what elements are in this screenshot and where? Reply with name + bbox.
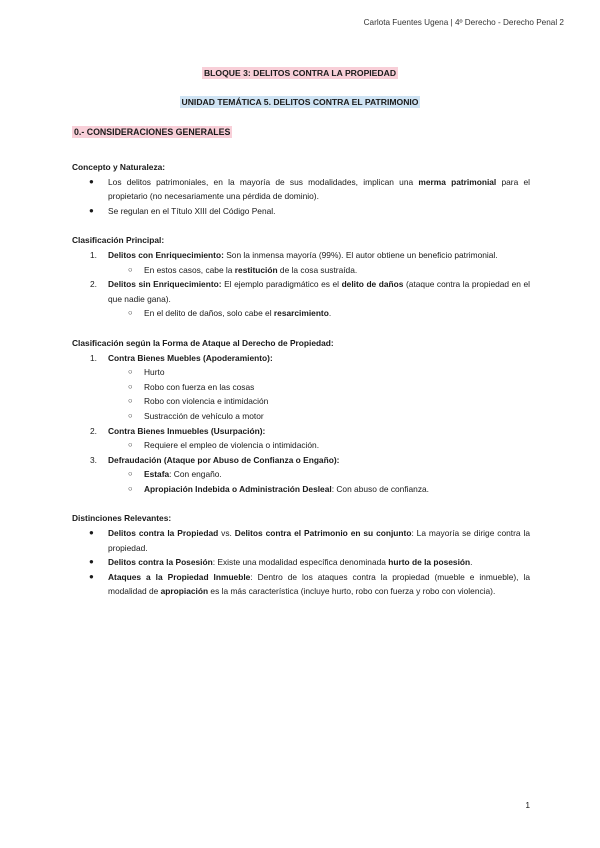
list-item: ○ Estafa: Con engaño. bbox=[72, 467, 530, 482]
circle-bullet-icon: ○ bbox=[128, 381, 133, 391]
list-item: 2. Delitos sin Enriquecimiento: El ejemplo paradigmático es el delito de daños (ataque contra la propiedad en el que nadie gana). bbox=[90, 279, 530, 304]
document-body bbox=[72, 160, 530, 599]
circle-bullet-icon: ○ bbox=[128, 396, 133, 406]
bullet-icon: ● bbox=[89, 205, 94, 215]
list-item: ○ Hurto bbox=[72, 365, 530, 380]
list-item: ○ Robo con violencia e intimidación bbox=[72, 394, 530, 409]
list-item: ● Delitos contra la Propiedad vs. Delitos contra el Patrimonio en su conjunto: La mayoría se dirige contra la propiedad. bbox=[89, 528, 530, 553]
list-item: ○ Sustracción de vehículo a motor bbox=[72, 409, 530, 424]
list-item: 3. Defraudación (Ataque por Abuso de Confianza o Engaño): bbox=[90, 454, 340, 465]
unit-title-text: UNIDAD TEMÁTICA 5. DELITOS CONTRA EL PATRIMONIO bbox=[181, 97, 419, 107]
circle-bullet-icon: ○ bbox=[128, 469, 133, 479]
circle-bullet-icon: ○ bbox=[128, 483, 133, 493]
circle-bullet-icon: ○ bbox=[128, 367, 133, 377]
bullet-icon: ● bbox=[89, 571, 94, 581]
list-item: 2. Contra Bienes Inmuebles (Usurpación): bbox=[90, 425, 266, 436]
list-item: ○ Apropiación Indebida o Administración Desleal: Con abuso de confianza. bbox=[72, 482, 530, 497]
section-heading-text: 0.- CONSIDERACIONES GENERALES bbox=[74, 127, 231, 137]
list-item: ○ En el delito de daños, solo cabe el resarcimiento. bbox=[72, 306, 530, 321]
bullet-icon: ● bbox=[89, 557, 94, 567]
list-item: 1. Contra Bienes Muebles (Apoderamiento): bbox=[90, 352, 273, 363]
list-item: ● Ataques a la Propiedad Inmueble: Dentro de los ataques contra la propiedad (mueble e inmueble), la modalidad de apropiación es la más característica (incluye hurto, robo con fuerza y robo con violencia). bbox=[89, 571, 530, 597]
concepto-heading: Concepto y Naturaleza: bbox=[72, 162, 166, 172]
unit-title bbox=[0, 97, 600, 107]
forma-heading: Clasificación según la Forma de Ataque al Derecho de Propiedad: bbox=[72, 337, 334, 348]
distinciones-heading: Distinciones Relevantes: bbox=[72, 513, 172, 524]
bullet-icon: ● bbox=[89, 528, 94, 538]
list-item: ○ Robo con fuerza en las cosas bbox=[72, 380, 530, 395]
page-number: 1 bbox=[525, 800, 530, 810]
circle-bullet-icon: ○ bbox=[128, 264, 133, 274]
page-header: Carlota Fuentes Ugena | 4º Derecho - Derecho Penal 2 bbox=[363, 18, 564, 27]
circle-bullet-icon: ○ bbox=[128, 308, 133, 318]
bullet-icon: ● bbox=[89, 176, 94, 186]
section-heading bbox=[72, 127, 232, 137]
clasificacion-heading: Clasificación Principal: bbox=[72, 235, 165, 246]
list-item: ● Delitos contra la Posesión: Existe una modalidad específica denominada hurto de la posesión. bbox=[72, 555, 530, 570]
circle-bullet-icon: ○ bbox=[128, 410, 133, 420]
block-title bbox=[0, 68, 600, 78]
circle-bullet-icon: ○ bbox=[128, 440, 133, 450]
list-item: ● Se regulan en el Título XIII del Código Penal. bbox=[72, 204, 530, 219]
list-item: ● Los delitos patrimoniales, en la mayoría de sus modalidades, implican una merma patrimonial para el propietario (no necesariamente una pérdida de dominio). bbox=[89, 176, 531, 202]
list-item: ○ En estos casos, cabe la restitución de la cosa sustraída. bbox=[72, 263, 530, 278]
list-item: 1. Delitos con Enriquecimiento: Son la inmensa mayoría (99%). El autor obtiene un beneficio patrimonial. bbox=[90, 249, 498, 260]
block-title-text: BLOQUE 3: DELITOS CONTRA LA PROPIEDAD bbox=[203, 68, 397, 78]
list-item: ○ Requiere el empleo de violencia o intimidación. bbox=[72, 438, 530, 453]
